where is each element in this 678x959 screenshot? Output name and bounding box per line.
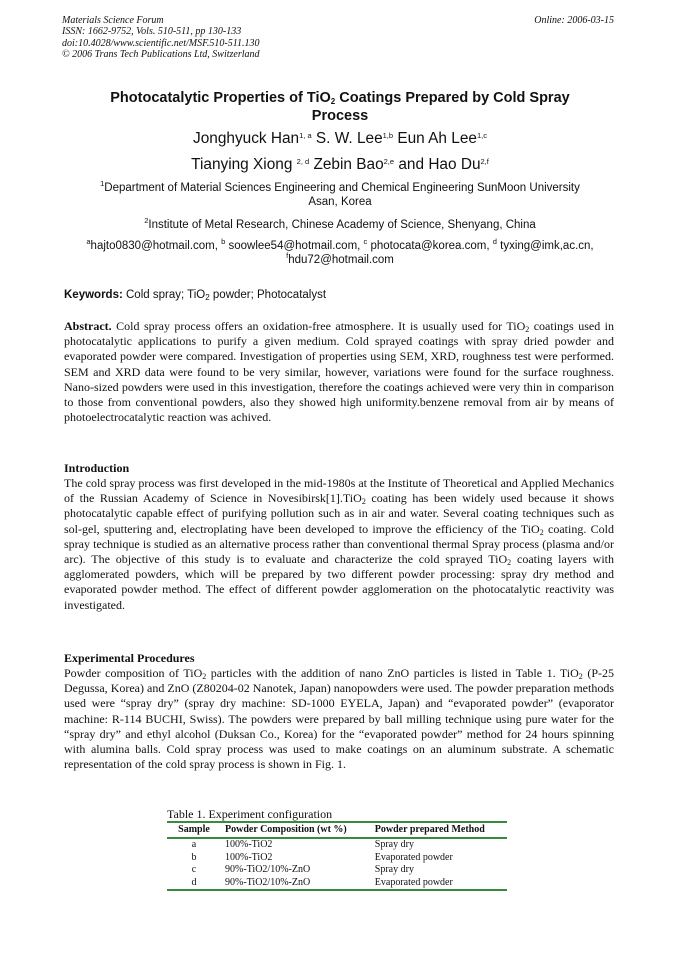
table-cell: d	[167, 877, 221, 891]
abstract-label: Abstract.	[64, 319, 112, 333]
table-cell: 90%-TiO2/10%-ZnO	[225, 864, 311, 876]
section-heading-introduction: Introduction	[64, 461, 130, 475]
table-row	[167, 838, 507, 852]
issn-line: ISSN: 1662-9752, Vols. 510-511, pp 130-133	[62, 26, 242, 38]
column-header: Powder Composition (wt %)	[221, 822, 371, 838]
column-header: Sample	[167, 822, 221, 838]
affiliation-1: $^1$Department of Material Sciences Engineering and Chemical Engineering SunMoon University Asan, Korea	[100, 179, 580, 208]
table-row	[167, 877, 507, 891]
affiliation-2: $^2$Institute of Metal Research, Chinese Academy of Science, Shenyang, China	[144, 216, 536, 231]
table-row	[167, 864, 507, 877]
author-name: Tianying Xiong	[191, 156, 297, 173]
experiment-table	[167, 821, 507, 891]
online-date: Online: 2006-03-15	[534, 15, 614, 26]
table-cell: c	[191, 864, 197, 876]
copyright-line: © 2006 Trans Tech Publications Ltd, Switzerland	[62, 49, 260, 61]
email-link: photocata@korea.com,	[367, 240, 493, 252]
author-line-1: Jonghyuck Han$^{1, a}$ S. W. Lee$^{1,b}$ Eun Ah Lee$^{1,c}$	[193, 130, 487, 147]
table-cell: a	[191, 839, 197, 850]
experimental-text: Powder composition of TiO$_2$ particles with the addition of nano ZnO particles is listed in Table 1. TiO$_2$ (P-25 Degussa, Korea) and ZnO (Z80204-02 Nanotek, Japan) nanopowders were used. The powder preparation methods used were “spray dry” (spray dry machine: SD-1000 EYELA, Japan) and “evaporated powder” (evaporator machine: R-114 BUCHI, Swiss). The powders were prepared by ball milling technique using pure water for the “spray dry” and ethyl alcohol (Duksan Co., Korea) for the “evaporated powder” method for 24 hours spinning with alumina balls. Cold spray process was used to make coatings on an aluminum substrate. A schematic representation of the cold spray process is shown in Fig. 1.	[64, 666, 614, 772]
table-cell: 100%-TiO2	[225, 851, 273, 863]
author-name: Eun Ah Lee	[397, 130, 477, 147]
table-cell: 100%-TiO2	[225, 839, 273, 850]
author-name: Jonghyuck Han	[193, 130, 300, 147]
column-header: Powder prepared Method	[371, 822, 507, 838]
author-line-2: Tianying Xiong $^{2, d}$ Zebin Bao$^{2,e}$ and Hao Du$^{2,f}$	[191, 156, 489, 173]
doi-line: doi:10.4028/www.scientific.net/MSF.510-511.130	[62, 37, 260, 49]
table-cell: b	[191, 851, 197, 863]
introduction-text: The cold spray process was first developed in the mid-1980s at the Institute of Theoretical and Applied Mechanics of the Russian Academy of Science in Novesibirsk[1].TiO$_2$ coating has been widely used because it shows photocatalytic capable effect of purifying pollution such as in air and water. Several coating techniques such as sol-gel, sputtering and, electroplating have been developed to improve the efficiency of the TiO$_2$ coating. Cold spray technique is studied as an alternative process rather than conventional thermal Spray process (plasma and/or arc). The objective of this study is to evaluate and characterize the cold sprayed TiO$_2$ coating layers with agglomerated powders, which will be prepared by two different powder processing: spray dry method and evaporated powder method. The effect of different powder agglomeration on the photocatalytic reactivity was investigated.	[64, 476, 614, 612]
table-cell: Spray dry	[374, 839, 414, 850]
table-header-row	[167, 822, 507, 838]
email-link: hajto0830@hotmail.com,	[90, 240, 222, 252]
author-name: and Hao Du	[398, 156, 481, 173]
author-emails: $^a$hajto0830@hotmail.com, $^b$ soowlee54@hotmail.com, $^c$ photocata@korea.com, $^d$ tyxing@imk,ac.cn, $^f$hdu72@hotmail.com	[86, 237, 594, 266]
table-caption: Table 1. Experiment configuration	[167, 807, 333, 821]
abstract: Abstract. Cold spray process offers an oxidation-free atmosphere. It is usually used for TiO$_2$ coatings used in photocatalytic applications to purify a given medium. Cold sprayed coatings with spray dried powder and evaporated powder were compared. Investigation of properties using SEM, XRD, roughness test were performed. SEM and XRD data were found to be very similar, however, variations were found for the surface roughness. Nano-sized powders were used in this investigation, therefore the coatings achieved were very thin in comparison to those from conventional powders, also they showed high uniformity.benzene removal from air by means of photoelectrocatalytic reaction was achived.	[64, 319, 615, 425]
email-link: soowlee54@hotmail.com,	[225, 240, 364, 252]
author-name: Zebin Bao	[313, 156, 384, 173]
keywords-label: Keywords:	[64, 289, 123, 301]
author-name: S. W. Lee	[315, 130, 383, 147]
table-cell: Evaporated powder	[374, 851, 453, 863]
paper-title: Photocatalytic Properties of TiO$_2$ Coatings Prepared by Cold Spray Process	[110, 90, 570, 124]
email-link: hdu72@hotmail.com	[288, 254, 394, 266]
table-cell: Evaporated powder	[371, 877, 507, 891]
email-link: tyxing@imk,ac.cn,	[496, 240, 594, 252]
table-row	[167, 852, 507, 865]
journal-name: Materials Science Forum	[62, 15, 164, 26]
journal-header	[62, 15, 260, 61]
table-cell: 90%-TiO2/10%-ZnO	[221, 877, 371, 891]
section-heading-experimental: Experimental Procedures	[64, 651, 195, 665]
table-cell: Spray dry	[374, 864, 414, 876]
keywords: Keywords: Cold spray; TiO$_2$ powder; Photocatalyst	[64, 289, 327, 302]
